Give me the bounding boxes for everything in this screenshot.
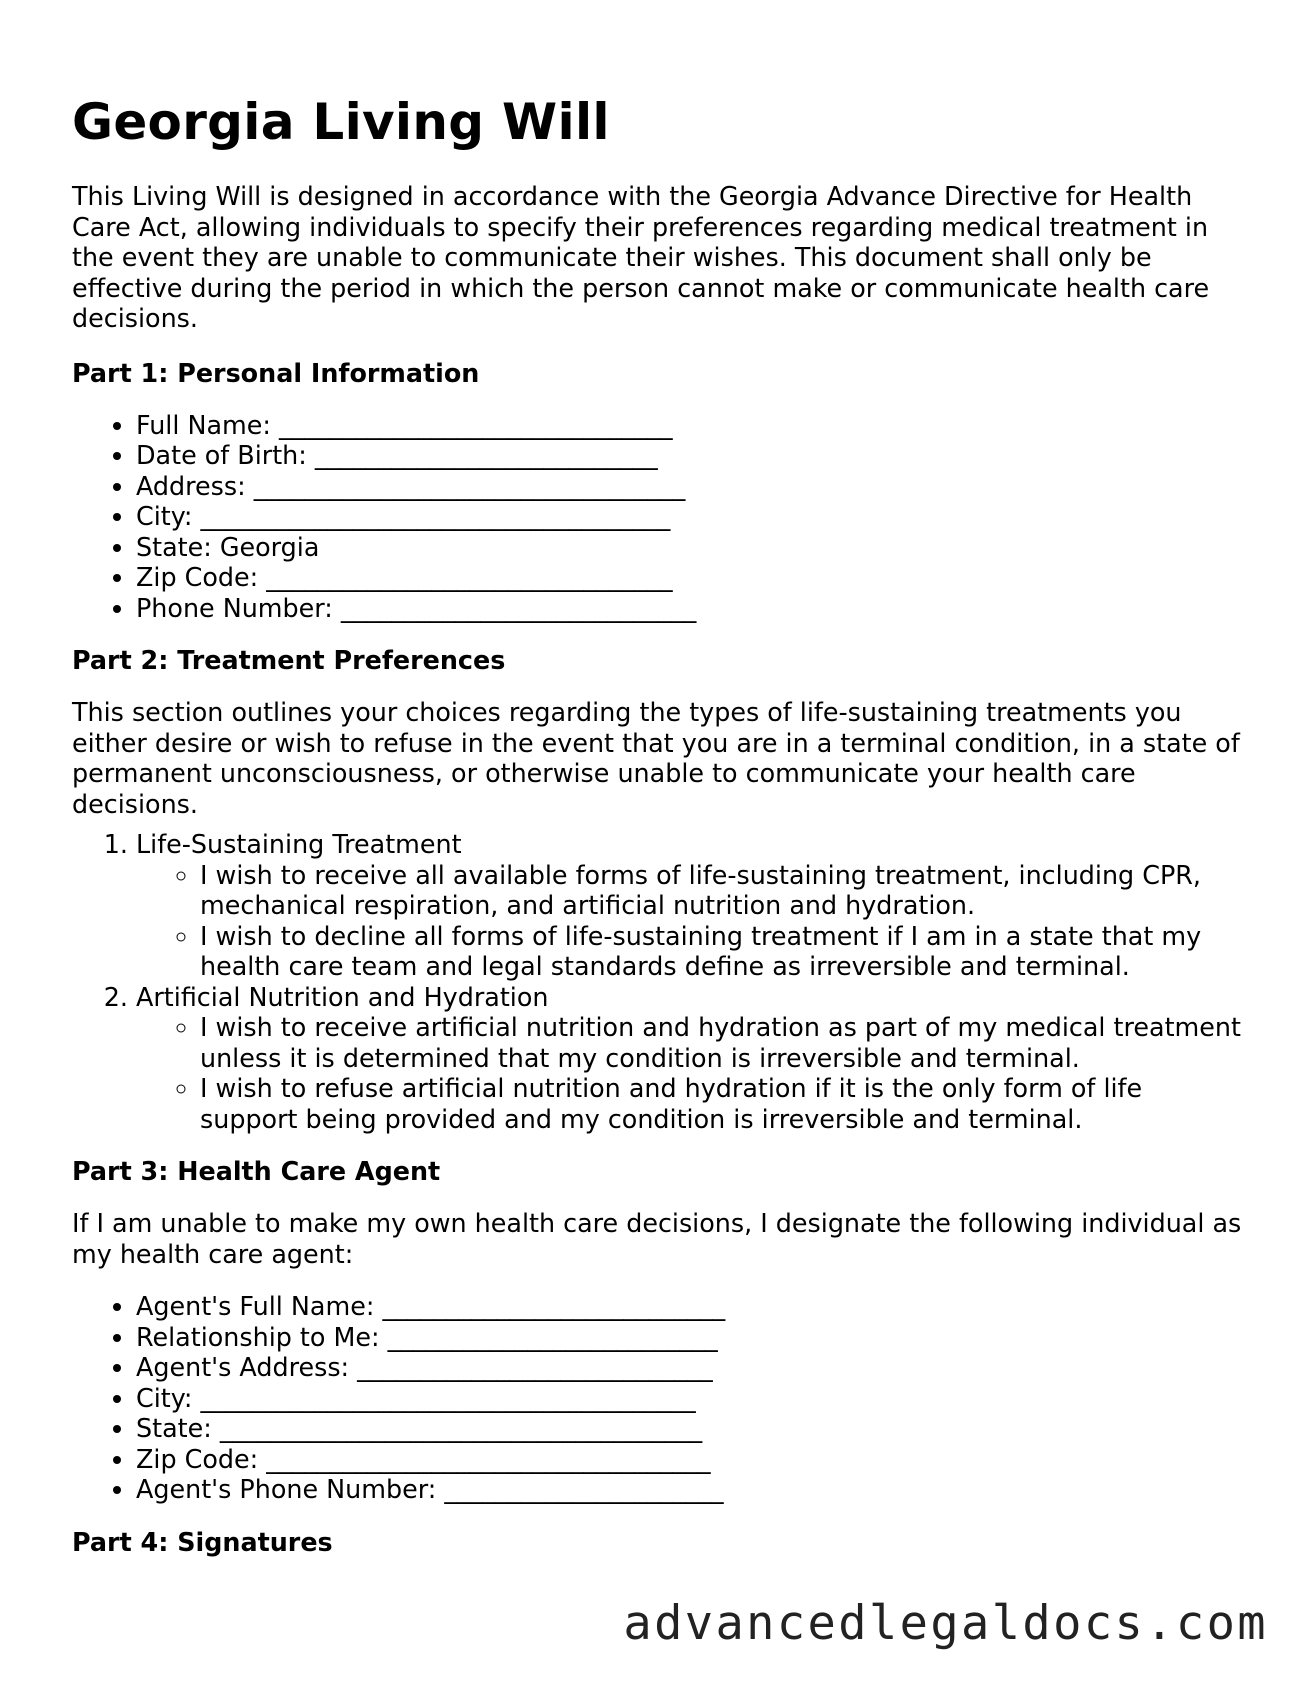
intro-paragraph: This Living Will is designed in accordance with the Georgia Advance Directive for Health Care Act, allowing individuals to specify their preferences regarding medical treatment in the event they are unable to communicate their wishes. This document shall only be effective during the period in which the person cannot make or communicate health care decisions.	[72, 181, 1210, 333]
pref-item-nutrition-hydration	[136, 982, 1242, 1135]
field-state: • State: Georgia	[136, 532, 1242, 563]
part3-intro-paragraph: If I am unable to make my own health care decisions, I designate the following individual as my health care agent:	[72, 1208, 1242, 1269]
field-relationship: • Relationship to Me: __________________________	[136, 1322, 1242, 1353]
field-full-name: • Full Name: _______________________________	[136, 410, 1242, 441]
field-address: • Address: __________________________________	[136, 471, 1242, 502]
pref-option: ◦ I wish to decline all forms of life-sustaining treatment if I am in a state that my health care team and legal standards define as irreversible and terminal.	[200, 921, 1242, 982]
field-agent-phone-number: • Agent's Phone Number: ______________________	[136, 1474, 1242, 1505]
pref-option: ◦ I wish to receive all available forms of life-sustaining treatment, including CPR, mechanical respiration, and artificial nutrition and hydration.	[200, 860, 1242, 921]
field-zip-code: • Zip Code: ________________________________	[136, 562, 1242, 593]
document-page	[72, 0, 1242, 1557]
pref-option: ◦ I wish to refuse artificial nutrition and hydration if it is the only form of life support being provided and my condition is irreversible and terminal.	[200, 1073, 1242, 1134]
part1-heading: Part 1: Personal Information	[72, 357, 480, 388]
document-title: Georgia Living Will	[72, 93, 610, 151]
pref-option: ◦ I wish to receive artificial nutrition and hydration as part of my medical treatment unless it is determined that my condition is irreversible and terminal.	[200, 1012, 1242, 1073]
pref-item-label: Artificial Nutrition and Hydration	[136, 981, 549, 1012]
pref-options-list	[136, 1012, 1242, 1134]
personal-info-list	[72, 410, 1242, 624]
field-agent-city: • City: _______________________________________	[136, 1383, 1242, 1414]
treatment-preferences-list	[72, 829, 1242, 1134]
field-agent-state: • State: ______________________________________	[136, 1413, 1242, 1444]
field-agent-address: • Agent's Address: ____________________________	[136, 1352, 1242, 1383]
pref-item-life-sustaining	[136, 829, 1242, 982]
field-city: • City: _____________________________________	[136, 501, 1242, 532]
field-agent-full-name: • Agent's Full Name: ___________________________	[136, 1291, 1242, 1322]
field-phone-number: • Phone Number: ____________________________	[136, 593, 1242, 624]
agent-info-list	[72, 1291, 1242, 1505]
pref-options-list	[136, 860, 1242, 982]
part2-heading: Part 2: Treatment Preferences	[72, 645, 506, 675]
part2-intro-paragraph: This section outlines your choices regarding the types of life-sustaining treatments you either desire or wish to refuse in the event that you are in a terminal condition, in a state of permanent unconsciousness, or otherwise unable to communicate your health care decisions.	[72, 697, 1240, 819]
pref-item-label: Life-Sustaining Treatment	[136, 829, 462, 859]
field-agent-zip-code: • Zip Code: ___________________________________	[136, 1444, 1242, 1475]
part4-heading: Part 4: Signatures	[72, 1526, 333, 1557]
watermark: advancedlegaldocs.com	[623, 1596, 1268, 1651]
field-date-of-birth: • Date of Birth: ___________________________	[136, 440, 1242, 471]
part3-heading: Part 3: Health Care Agent	[72, 1156, 441, 1186]
